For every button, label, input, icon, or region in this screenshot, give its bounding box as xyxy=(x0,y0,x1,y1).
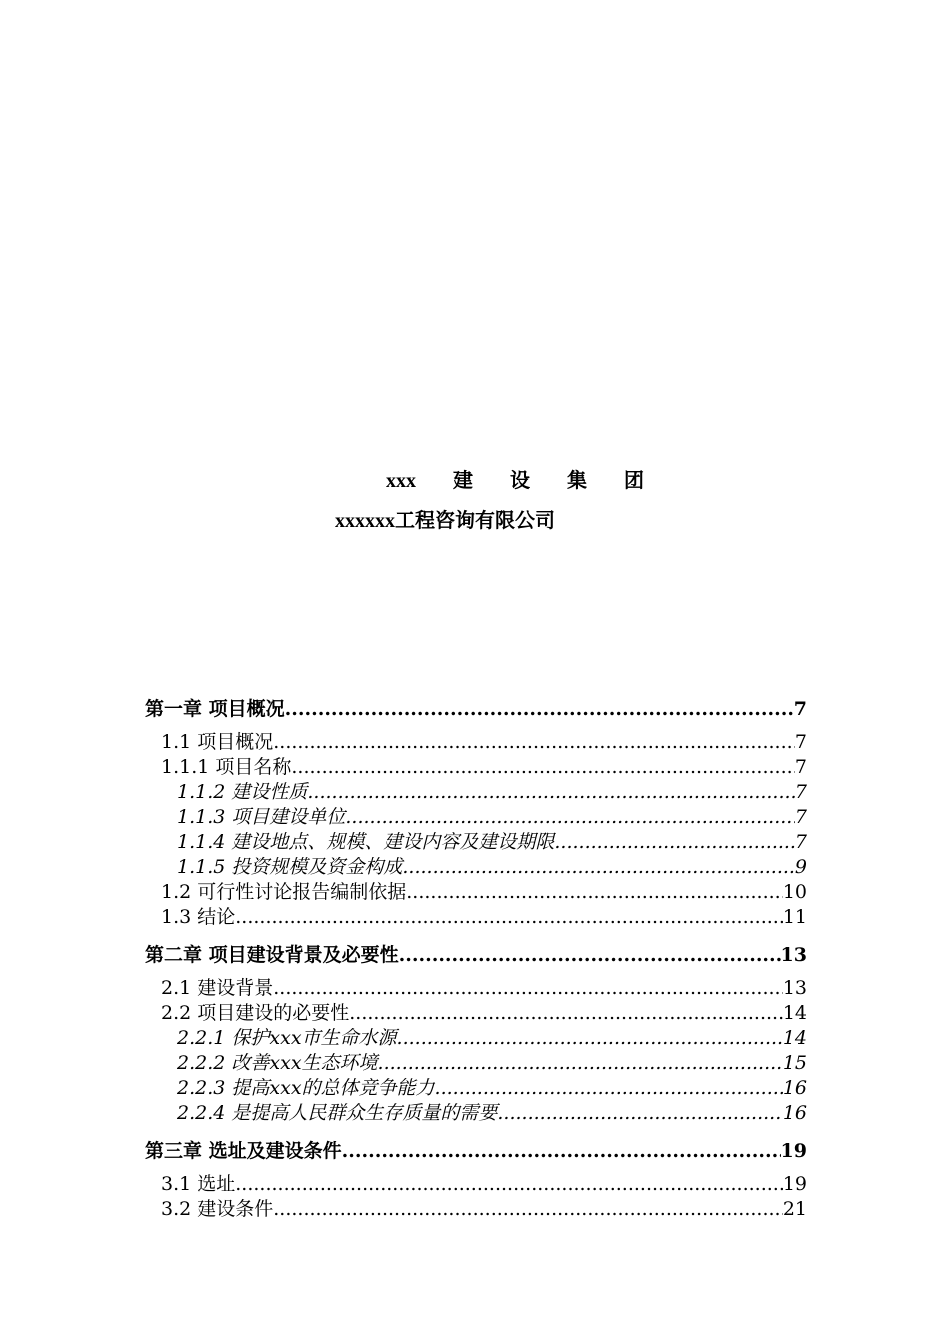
toc-entry[interactable] xyxy=(145,855,807,880)
org-char: 团 xyxy=(624,470,644,492)
toc-entry[interactable] xyxy=(145,976,807,1001)
toc-entry-title: 2.2.3 提高xxx的总体竞争能力 xyxy=(177,1077,435,1099)
toc-entry-title: 第一章 项目概况 xyxy=(145,698,285,720)
toc-entry[interactable] xyxy=(145,755,807,780)
toc-page-number: 7 xyxy=(794,756,807,778)
toc-entry[interactable] xyxy=(145,1172,807,1197)
toc-dot-leader xyxy=(397,1026,783,1051)
org-char: xxx xyxy=(386,470,416,492)
toc-page-number: 7 xyxy=(794,731,807,753)
toc-entry[interactable] xyxy=(145,1051,807,1076)
toc-dot-leader xyxy=(399,938,781,972)
org-char: 集 xyxy=(567,470,587,492)
toc-dot-leader xyxy=(291,755,795,780)
toc-page-number: 21 xyxy=(782,1198,807,1220)
toc-entry-title: 第二章 项目建设背景及必要性 xyxy=(145,944,399,966)
toc-chapter-entry[interactable] xyxy=(145,692,807,726)
toc-page-number: 7 xyxy=(794,781,807,803)
company-name: xxxxxx工程咨询有限公司 xyxy=(335,510,555,532)
toc-page-number: 19 xyxy=(782,1173,807,1195)
toc-entry-title: 1.1.3 项目建设单位 xyxy=(177,806,346,828)
toc-page-number: 19 xyxy=(780,1140,807,1162)
toc-page-number: 11 xyxy=(782,906,807,928)
toc-entry[interactable] xyxy=(145,1197,807,1222)
toc-dot-leader xyxy=(273,730,795,755)
toc-page-number: 14 xyxy=(782,1002,807,1024)
toc-entry-title: 1.2 可行性讨论报告编制依据 xyxy=(161,881,407,903)
toc-entry-title: 1.1.5 投资规模及资金构成 xyxy=(177,856,403,878)
toc-chapter-entry[interactable] xyxy=(145,938,807,972)
toc-entry[interactable] xyxy=(145,830,807,855)
organization-name xyxy=(80,466,950,496)
toc-entry[interactable] xyxy=(145,730,807,755)
toc-page-number: 13 xyxy=(782,977,807,999)
toc-page-number: 7 xyxy=(794,831,807,853)
toc-dot-leader xyxy=(235,1172,783,1197)
toc-entry-title: 2.1 建设背景 xyxy=(161,977,274,999)
toc-entry-title: 3.1 选址 xyxy=(161,1173,236,1195)
toc-entry-title: 1.3 结论 xyxy=(161,906,236,928)
toc-entry-title: 2.2.2 改善xxx生态环境 xyxy=(177,1052,378,1074)
table-of-contents xyxy=(145,692,807,1222)
toc-dot-leader xyxy=(273,976,783,1001)
toc-chapter-entry[interactable] xyxy=(145,1134,807,1168)
toc-page-number: 7 xyxy=(793,698,807,720)
toc-entry-title: 2.2.1 保护xxx市生命水源 xyxy=(177,1027,397,1049)
toc-page-number: 9 xyxy=(794,856,807,878)
toc-entry-title: 2.2 项目建设的必要性 xyxy=(161,1002,350,1024)
toc-entry-title: 1.1.1 项目名称 xyxy=(161,756,292,778)
toc-entry[interactable] xyxy=(145,780,807,805)
toc-entry-title: 第三章 选址及建设条件 xyxy=(145,1140,342,1162)
toc-entry[interactable] xyxy=(145,880,807,905)
toc-entry[interactable] xyxy=(145,1101,807,1126)
org-char: 建 xyxy=(453,470,473,492)
toc-entry-title: 1.1 项目概况 xyxy=(161,731,274,753)
toc-page-number: 7 xyxy=(794,806,807,828)
toc-dot-leader xyxy=(554,830,795,855)
toc-dot-leader xyxy=(273,1197,783,1222)
toc-entry[interactable] xyxy=(145,905,807,930)
toc-dot-leader xyxy=(378,1051,783,1076)
toc-dot-leader xyxy=(345,805,795,830)
toc-dot-leader xyxy=(497,1101,782,1126)
toc-page-number: 10 xyxy=(782,881,807,903)
toc-entry-title: 3.2 建设条件 xyxy=(161,1198,274,1220)
toc-page-number: 16 xyxy=(782,1102,807,1124)
toc-page-number: 16 xyxy=(782,1077,807,1099)
toc-dot-leader xyxy=(406,880,783,905)
toc-entry-title: 1.1.4 建设地点、规模、建设内容及建设期限 xyxy=(177,831,555,853)
toc-entry-title: 2.2.4 是提高人民群众生存质量的需要 xyxy=(177,1102,498,1124)
toc-dot-leader xyxy=(307,780,795,805)
toc-dot-leader xyxy=(349,1001,783,1026)
toc-entry[interactable] xyxy=(145,1026,807,1051)
toc-page-number: 13 xyxy=(780,944,807,966)
toc-dot-leader xyxy=(285,692,794,726)
cover-title-block xyxy=(0,466,950,536)
toc-entry[interactable] xyxy=(145,1001,807,1026)
org-char: 设 xyxy=(510,470,530,492)
toc-entry-title: 1.1.2 建设性质 xyxy=(177,781,308,803)
toc-page-number: 15 xyxy=(782,1052,807,1074)
toc-dot-leader xyxy=(342,1134,781,1168)
toc-entry[interactable] xyxy=(145,805,807,830)
toc-dot-leader xyxy=(402,855,795,880)
toc-page-number: 14 xyxy=(782,1027,807,1049)
toc-dot-leader xyxy=(235,905,783,930)
toc-dot-leader xyxy=(435,1076,783,1101)
toc-entry[interactable] xyxy=(145,1076,807,1101)
